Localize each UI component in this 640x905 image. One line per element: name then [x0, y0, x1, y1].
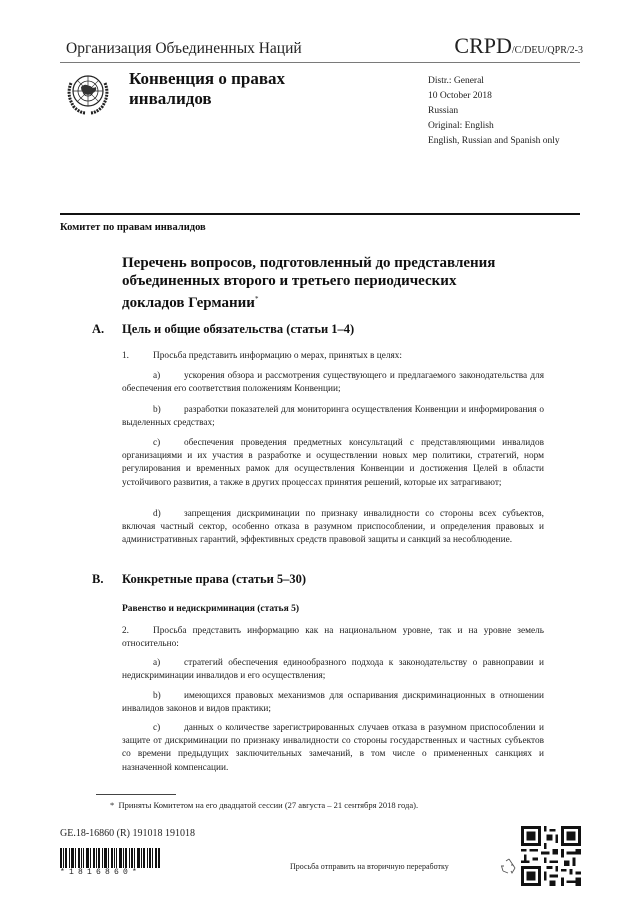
- paragraph-1-intro: [122, 350, 544, 363]
- item-text: разработки показателей для мониторинга осуществления Конвенции и информирования о выделенных средствах;: [122, 405, 544, 429]
- footnote-rule: [96, 794, 176, 795]
- paragraph-1-item-b: [122, 404, 544, 430]
- item-label: c): [153, 723, 161, 733]
- distr-language: Russian: [428, 106, 459, 116]
- document-symbol: [454, 33, 583, 59]
- item-label: c): [153, 438, 161, 448]
- recycle-text: Просьба отправить на вторичную переработку: [290, 862, 449, 871]
- organization-name: Организация Объединенных Наций: [66, 40, 302, 57]
- paragraph-2-item-b: [122, 690, 544, 716]
- paragraph-2-item-a: [122, 657, 544, 683]
- paragraph-1-item-a: [122, 370, 544, 396]
- qr-code-icon: [521, 826, 581, 886]
- item-text: запрещения дискриминации по признаку инвалидности со стороны всех субъектов, включая частный сектор, особенно отказа в разумном приспособлении, и определения правовых и административных гарантий, эффективных средств правовой защиты и санкций за несоблюдение.: [122, 509, 544, 546]
- item-label: b): [153, 405, 161, 415]
- title-line2: объединенных второго и третьего периодических: [122, 273, 457, 289]
- section-b-letter: B.: [92, 572, 104, 586]
- title-line1: Перечень вопросов, подготовленный до представления: [122, 255, 496, 271]
- committee-name: Комитет по правам инвалидов: [60, 222, 206, 233]
- distribution-block: [428, 74, 560, 149]
- paragraph-text: Просьба представить информацию о мерах, принятых в целях:: [153, 351, 403, 361]
- un-emblem-icon: [63, 67, 113, 117]
- item-text: стратегий обеспечения единообразного подхода к законодательству о равноправии и недискриминации инвалидов и его осуществления;: [122, 658, 544, 682]
- footnote: [110, 800, 418, 810]
- header-rule: [60, 62, 580, 63]
- barcode-number: *1816860*: [60, 868, 142, 877]
- section-b-heading: [92, 572, 306, 587]
- section-b-title: Конкретные права (статьи 5–30): [122, 572, 307, 586]
- subsection-heading: Равенство и недискриминация (статья 5): [122, 604, 300, 614]
- paragraph-1-item-c: [122, 437, 544, 490]
- item-text: данных о количестве зарегистрированных случаев отказа в разумном приспособлении и защите от дискриминации по признаку инвалидности со стороны государственных и частных субъектов со времени предыдущих заключительных замечаний, в том числе о примененных санкциях и назначенной компенсации.: [122, 723, 544, 773]
- paragraph-2-item-c: [122, 722, 544, 775]
- title-line3: [122, 290, 542, 312]
- distr-line: Distr.: General: [428, 76, 484, 86]
- title-rule: [60, 213, 580, 215]
- paragraph-number: 2.: [122, 626, 129, 636]
- item-label: d): [153, 509, 161, 519]
- paragraph-1-item-d: [122, 508, 544, 548]
- paragraph-text: Просьба представить информацию как на национальном уровне, так и на уровне земель относительно:: [122, 626, 544, 650]
- item-label: a): [153, 371, 161, 381]
- recycle-icon: [500, 857, 518, 875]
- document-title: [122, 254, 542, 312]
- distr-date: 10 October 2018: [428, 91, 492, 101]
- item-text: обеспечения проведения предметных консультаций с представляющими инвалидов организациями и их участия в разработке и осуществлении новых мер политики, стратегий, норм регулирования и временных рамок для осуществления Конвенции и достижения Целей в области устойчивого развития, а также в других процессах принятия решений, которые их затрагивают;: [122, 438, 544, 488]
- footnote-text: Приняты Комитетом на его двадцатой сессии (27 августа – 21 сентября 2018 года).: [118, 800, 419, 810]
- item-text: ускорения обзора и рассмотрения существующего и предлагаемого законодательства для обеспечения его соответствия положениям Конвенции;: [122, 371, 544, 395]
- title-line3-text: докладов Германии: [122, 295, 255, 311]
- job-number: GE.18-16860 (R) 191018 191018: [60, 828, 195, 839]
- item-label: a): [153, 658, 161, 668]
- symbol-main: CRPD: [454, 33, 512, 58]
- barcode-icon: [60, 848, 160, 868]
- paragraph-number: 1.: [122, 351, 129, 361]
- item-label: b): [153, 691, 161, 701]
- distr-languages-only: English, Russian and Spanish only: [428, 136, 560, 146]
- section-a-heading: [92, 322, 354, 337]
- convention-title-line2: инвалидов: [129, 89, 212, 108]
- footnote-mark: *: [110, 800, 115, 810]
- convention-title-line1: Конвенция о правах: [129, 69, 286, 88]
- symbol-suffix: /C/DEU/QPR/2-3: [511, 45, 583, 56]
- title-footnote-mark[interactable]: *: [254, 295, 259, 303]
- paragraph-2-intro: [122, 625, 544, 651]
- distr-original: Original: English: [428, 121, 494, 131]
- section-a-title: Цель и общие обязательства (статьи 1–4): [122, 322, 355, 336]
- section-a-letter: A.: [92, 322, 105, 336]
- item-text: имеющихся правовых механизмов для оспаривания дискриминационных в отношении инвалидов законов и видов практики;: [122, 691, 544, 715]
- convention-title: [129, 69, 285, 109]
